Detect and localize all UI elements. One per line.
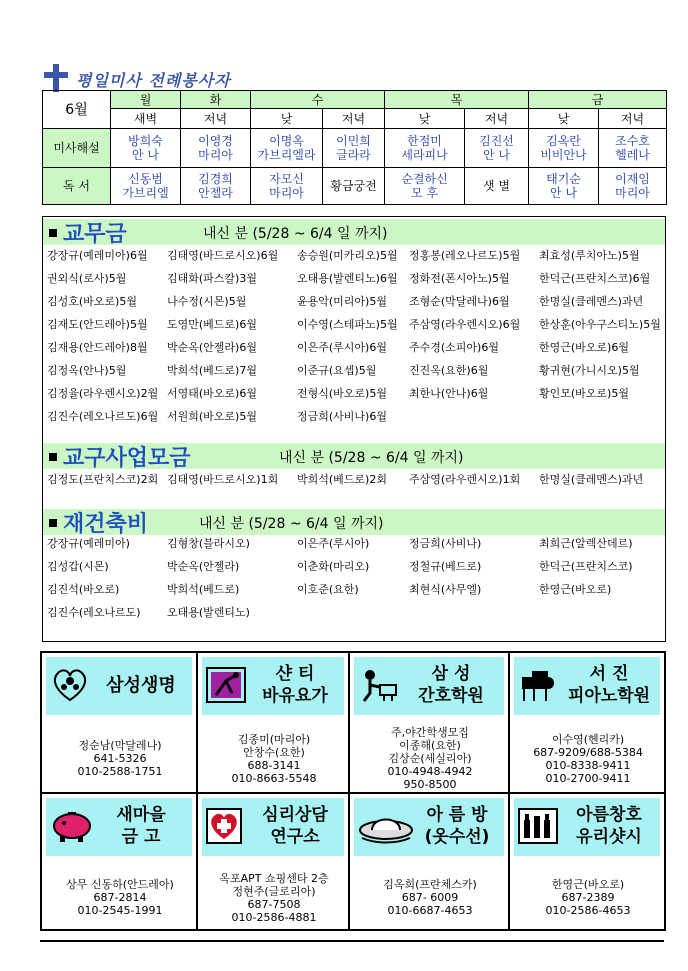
ad-contact-info: 이수영(헨리카) 687-9209/688-5384 010-8338-9411 010-2700-9411 <box>533 732 643 785</box>
ad-cell <box>349 652 509 793</box>
day-header-thu: 목 <box>385 91 529 109</box>
schedule-cell: 방희숙 안 나 <box>111 129 181 168</box>
donor-name: 김정옥(안나)5월 <box>47 364 127 377</box>
ad-contact-info: 옥포APT 쇼핑센타 2층 정현주(글로리아) 687-7508 010-2586-4881 <box>219 871 329 924</box>
section-header <box>43 443 665 469</box>
schedule-cell: 신동범 가브리엘 <box>111 168 181 205</box>
slot-header: 낮 <box>251 109 323 129</box>
day-header-wed: 수 <box>251 91 385 109</box>
donor-name: 박희석(베드로) <box>167 583 240 596</box>
section-subtitle: 내신 분 (5/28 ~ 6/4 일 까지) <box>279 450 464 466</box>
ad-banner <box>514 798 660 856</box>
schedule-cell: 이민희 글라라 <box>323 129 385 168</box>
nurse-piano-icon <box>358 667 398 707</box>
donor-name: 김정율(라우렌시오)2월 <box>47 387 159 400</box>
schedule-cell: 이명옥 가브리엘라 <box>251 129 323 168</box>
donor-name: 김재용(안드레아)8월 <box>47 341 148 354</box>
sponsor-ads <box>40 651 666 931</box>
donor-name: 서영태(바오로)6월 <box>167 387 257 400</box>
donor-name: 박희석(베드로)2회 <box>297 473 387 486</box>
slot-header: 저녁 <box>599 109 667 129</box>
donor-name: 오태용(발렌티노) <box>167 606 250 619</box>
ad-cell <box>349 793 509 930</box>
donor-name: 이수영(스테파노)5월 <box>297 318 398 331</box>
day-header-fri: 금 <box>529 91 667 109</box>
ad-banner <box>354 657 504 715</box>
ad-banner <box>46 657 192 715</box>
ad-contact-info: 김종미(마리아) 안창수(요한) 688-3141 010-8663-5548 <box>231 732 317 785</box>
donor-name: 박순옥(안젤라)6월 <box>167 341 257 354</box>
donor-name: 황귀현(가니시오)5월 <box>539 364 640 377</box>
bullet-square-icon <box>49 453 57 461</box>
donor-name: 정화전(폰시아노)5월 <box>409 272 510 285</box>
schedule-cell: 자모신 마리아 <box>251 168 323 205</box>
donor-name: 박순옥(안젤라) <box>167 560 240 573</box>
donor-name: 이은주(루시아)6월 <box>297 341 387 354</box>
donor-name: 한영근(바오로) <box>539 583 612 596</box>
slot-header: 저녁 <box>323 109 385 129</box>
donor-name: 도영만(베드로)6월 <box>167 318 257 331</box>
donor-name: 강장규(예레미아)6월 <box>47 249 148 262</box>
ad-cell <box>41 652 197 793</box>
schedule-cell: 김옥란 비비안나 <box>529 129 599 168</box>
donor-name: 한덕근(프란치스코) <box>539 560 633 573</box>
section-subtitle: 내신 분 (5/28 ~ 6/4 일 까지) <box>199 516 384 532</box>
donor-name: 이춘화(마리오) <box>297 560 370 573</box>
day-header-tue: 화 <box>181 91 251 109</box>
row-label-reading: 독 서 <box>43 168 111 205</box>
ad-name: 삼성생명 <box>106 675 176 696</box>
ad-contact-info: 한영근(바오로) 687-2389 010-2586-4653 <box>545 878 631 917</box>
schedule-cell: 김경희 안젤라 <box>181 168 251 205</box>
donor-name: 이호준(요한) <box>297 583 359 596</box>
yoga-pose-icon <box>206 667 246 707</box>
donor-name: 서원희(바오로)5월 <box>167 410 257 423</box>
slot-header: 저녁 <box>465 109 529 129</box>
schedule-cell: 한점미 세라피나 <box>385 129 465 168</box>
donor-name: 주삼영(라우렌시오)6월 <box>409 318 521 331</box>
donor-name: 권외식(로사)5월 <box>47 272 127 285</box>
donor-name: 정금희(사비나) <box>409 537 482 550</box>
hat-fabric-icon <box>358 808 414 848</box>
donor-name: 한명실(클레멘스)과년 <box>539 473 644 486</box>
donor-name: 정홍봉(레오나르도)5월 <box>409 249 521 262</box>
piggy-bank-icon <box>50 808 96 848</box>
ad-name: 아 름 방 (옷수선) <box>424 805 490 847</box>
row-label-commentary: 미사해설 <box>43 129 111 168</box>
ad-name: 삼 성 간호학원 <box>418 664 484 706</box>
ad-banner <box>354 798 504 856</box>
donor-name: 황인모(바오로)5월 <box>539 387 629 400</box>
donor-name: 김성호(바오로)5월 <box>47 295 137 308</box>
page-header <box>40 62 340 92</box>
liturgy-schedule-table <box>42 90 667 205</box>
section-title: 교구사업모금 <box>63 446 191 471</box>
donor-name: 송승원(미카리오)5월 <box>297 249 398 262</box>
schedule-cell: 황금궁전 <box>323 168 385 205</box>
ad-cell <box>197 652 349 793</box>
donor-name: 박희석(베드로)7월 <box>167 364 257 377</box>
ad-cell <box>509 652 665 793</box>
donor-name: 최효성(루치아노)5월 <box>539 249 640 262</box>
section-title: 교무금 <box>63 222 127 247</box>
ad-cell <box>197 793 349 930</box>
donor-name: 최현식(사무엘) <box>409 583 482 596</box>
ad-contact-info: 김옥희(프란체스카) 687- 6009 010-6687-4653 <box>383 878 477 917</box>
donor-name: 한명실(클레멘스)과년 <box>539 295 644 308</box>
ad-cell <box>509 793 665 930</box>
donor-name: 김태영(바드로시오)1회 <box>167 473 279 486</box>
donor-name: 진진옥(요한)6월 <box>409 364 489 377</box>
ad-name: 새마을 금 고 <box>116 805 166 847</box>
donor-name: 최한나(안나)6월 <box>409 387 489 400</box>
grand-piano-icon <box>518 667 558 707</box>
donation-lists <box>42 216 666 642</box>
donor-name: 최희근(알렉산데르) <box>539 537 633 550</box>
ad-contact-info: 상무 신동하(안드레아) 687-2814 010-2545-1991 <box>66 878 174 917</box>
donor-name: 김재도(안드레아)5월 <box>47 318 148 331</box>
donor-name: 이준규(요셉)5월 <box>297 364 377 377</box>
heart-cross-icon <box>206 808 242 848</box>
section-title: 재건축비 <box>63 512 149 537</box>
schedule-cell: 이재임 마리아 <box>599 168 667 205</box>
slot-header: 낮 <box>529 109 599 129</box>
ad-name: 샨 티 바유요가 <box>262 664 328 706</box>
donor-name: 김진수(레오나르도) <box>47 606 141 619</box>
cross-icon <box>44 64 68 92</box>
donor-name: 김형창(블라시오) <box>167 537 250 550</box>
donor-name: 오태용(발렌티노)6월 <box>297 272 398 285</box>
ad-cell <box>41 793 197 930</box>
ad-name: 심리상담 연구소 <box>262 805 328 847</box>
ad-name: 서 진 피아노학원 <box>567 664 651 706</box>
month-cell: 6월 <box>43 91 111 129</box>
schedule-cell: 샛 별 <box>465 168 529 205</box>
donor-name: 김진수(레오나르도)6월 <box>47 410 159 423</box>
section-subtitle: 내신 분 (5/28 ~ 6/4 일 까지) <box>203 226 388 242</box>
donor-name: 김태영(바드로시오)6월 <box>167 249 279 262</box>
schedule-cell: 조수호 헬레나 <box>599 129 667 168</box>
donor-name: 나수정(시몬)5월 <box>167 295 247 308</box>
slot-header: 새벽 <box>111 109 181 129</box>
day-header-mon: 월 <box>111 91 181 109</box>
donor-name: 전형식(바오로)5월 <box>297 387 387 400</box>
ad-contact-info: 정순남(막달레나) 641-5326 010-2588-1751 <box>77 739 163 778</box>
donor-name: 윤용악(미리아)5월 <box>297 295 387 308</box>
ad-banner <box>514 657 660 715</box>
bottom-rule <box>40 940 664 942</box>
donor-name: 조형순(막달레나)6월 <box>409 295 510 308</box>
donor-name: 김성갑(시몬) <box>47 560 109 573</box>
ad-banner <box>46 798 192 856</box>
section-header <box>43 509 665 535</box>
donor-name: 한영근(바오로)6월 <box>539 341 629 354</box>
schedule-cell: 순결하신 모 후 <box>385 168 465 205</box>
donor-name: 김정도(프란치스코)2회 <box>47 473 159 486</box>
slot-header: 저녁 <box>181 109 251 129</box>
donor-name: 한상훈(아우구스티노)5월 <box>539 318 661 331</box>
ad-contact-info: 주,야간학생모집 이종해(요한) 김상순(세실리아) 010-4948-4942 950-8500 <box>387 726 473 791</box>
ad-name: 아름창호 유리샷시 <box>576 805 642 847</box>
bullet-square-icon <box>49 519 57 527</box>
donor-name: 정철규(베드로) <box>409 560 482 573</box>
donor-name: 강장규(예레미아) <box>47 537 130 550</box>
donor-name: 한덕근(프란치스코)6월 <box>539 272 651 285</box>
donor-name: 정금희(사비나)6월 <box>297 410 387 423</box>
donor-name: 주수경(소피아)6월 <box>409 341 499 354</box>
donor-name: 이은주(루시아) <box>297 537 370 550</box>
glass-bottles-icon <box>518 808 558 848</box>
ad-banner <box>202 657 344 715</box>
slot-header: 낮 <box>385 109 465 129</box>
donor-name: 김진석(바오로) <box>47 583 120 596</box>
donor-name: 김태화(파스칼)3월 <box>167 272 257 285</box>
schedule-cell: 태기순 안 나 <box>529 168 599 205</box>
schedule-cell: 이영경 마리아 <box>181 129 251 168</box>
ad-banner <box>202 798 344 856</box>
bullet-square-icon <box>49 229 57 237</box>
section-header <box>43 219 665 245</box>
donor-name: 주삼영(라우렌시오)1회 <box>409 473 521 486</box>
heart-family-icon <box>50 667 90 707</box>
schedule-cell: 김진선 안 나 <box>465 129 529 168</box>
page-title: 평일미사 전례봉사자 <box>76 71 231 90</box>
